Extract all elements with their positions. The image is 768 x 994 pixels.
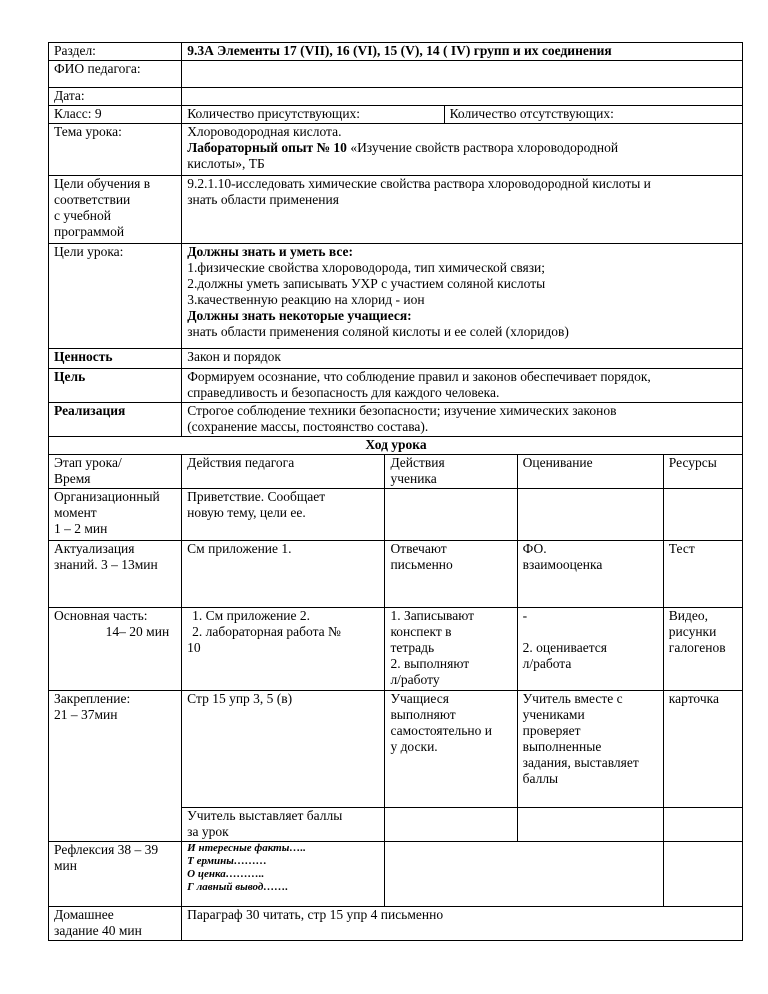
row-homework	[49, 907, 743, 941]
text-line: знаний. 3 – 13мин	[54, 557, 158, 572]
text-line: Рефлексия 38 – 39	[54, 842, 159, 857]
text-line: взаимооценка	[522, 557, 603, 572]
row-topic	[49, 124, 743, 176]
value-value-cell: Закон и порядок	[182, 349, 743, 369]
row-section	[49, 43, 743, 61]
text-line: Действия	[390, 455, 445, 470]
text-line: 2. выполняют	[390, 656, 470, 671]
text-line: 10	[187, 640, 201, 655]
lesson-flow-table	[48, 436, 743, 941]
teacher-name-label-cell: ФИО педагога:	[49, 61, 182, 88]
row-date	[49, 88, 743, 106]
text-line: Актуализация	[54, 541, 135, 556]
realization-value-cell	[182, 403, 743, 437]
text-line: знать области применения	[187, 192, 339, 207]
text-line: 1 – 2 мин	[54, 521, 108, 536]
realization-label-cell: Реализация	[49, 403, 182, 437]
text-line: Цели обучения в	[54, 176, 151, 191]
text-line: 1. Записывают	[390, 608, 475, 623]
text-line: Видео,	[668, 608, 709, 623]
text-line: ученика	[390, 471, 437, 486]
row-consolidation	[49, 691, 743, 808]
curriculum-goals-value-cell	[182, 176, 743, 244]
text-line: баллы	[522, 771, 559, 786]
text-line: Приветствие. Сообщает	[187, 489, 326, 504]
topic-line: Хлороводородная кислота.	[187, 124, 342, 139]
text-line: И нтересные факты…..	[187, 842, 306, 854]
consolidation-student-cell	[385, 691, 517, 808]
scoring-student-cell	[385, 808, 517, 842]
reflection-merged-cell	[385, 842, 663, 907]
goals-heading-all: Должны знать и уметь все:	[187, 244, 354, 259]
text-line: Этап урока/	[54, 455, 122, 470]
header-stage-cell	[49, 455, 182, 489]
goal-item: 2.должны уметь записывать УХР с участием соляной кислоты	[187, 276, 546, 291]
text-line: 1. См приложение 2.	[192, 608, 311, 623]
text-line: момент	[54, 505, 97, 520]
text-line: проверяет	[522, 723, 581, 738]
topic-value-cell	[182, 124, 743, 176]
text-line: (сохранение массы, постоянство состава).	[187, 419, 429, 434]
scoring-assessment-cell	[517, 808, 663, 842]
curriculum-goals-label-cell	[49, 176, 182, 244]
date-value-cell	[182, 88, 743, 106]
text-line: Время	[54, 471, 91, 486]
text-line: О ценка………..	[187, 868, 265, 880]
org-assessment-cell	[517, 489, 663, 541]
lesson-goals-label-cell: Цели урока:	[49, 244, 182, 349]
reflection-resources-cell	[663, 842, 742, 907]
aim-value-cell	[182, 369, 743, 403]
row-curriculum-goals	[49, 176, 743, 244]
consolidation-resources-cell: карточка	[663, 691, 742, 808]
consolidation-assessment-cell	[517, 691, 663, 808]
text-line: ФО.	[522, 541, 547, 556]
main-resources-cell	[663, 608, 742, 691]
reflection-teacher-cell	[182, 842, 385, 907]
text-line: письменно	[390, 557, 453, 572]
section-label-cell: Раздел:	[49, 43, 182, 61]
header-resources-cell: Ресурсы	[663, 455, 742, 489]
homework-value-cell: Параграф 30 читать, стр 15 упр 4 письменно	[182, 907, 743, 941]
text-line: Учитель выставляет баллы	[187, 808, 343, 823]
text-line: тетрадь	[390, 640, 435, 655]
value-label-cell: Ценность	[49, 349, 182, 369]
section-value-cell: 9.3А Элементы 17 (VII), 16 (VI), 15 (V), 14 ( IV) групп и их соединения	[182, 43, 743, 61]
text-line: 2. лабораторная работа №	[192, 624, 341, 639]
text-line: конспект в	[390, 624, 452, 639]
date-label-cell: Дата:	[49, 88, 182, 106]
recall-resources-cell: Тест	[663, 541, 742, 608]
header-student-cell	[385, 455, 517, 489]
goal-item: 3.качественную реакцию на хлорид - ион	[187, 292, 425, 307]
text-line: -	[522, 608, 528, 623]
goal-item: знать области применения соляной кислоты и ее солей (хлоридов)	[187, 324, 569, 339]
text-line: справедливость и безопасность для каждого человека.	[187, 385, 500, 400]
reflection-stage-cell	[49, 842, 182, 907]
row-realization	[49, 403, 743, 437]
text-line: Учащиеся	[390, 691, 449, 706]
text-line: Г лавный вывод…….	[187, 881, 289, 893]
text-line: Закрепление:	[54, 691, 131, 706]
lab-experiment-rest: «Изучение свойств раствора хлороводородной	[346, 140, 619, 155]
row-class	[49, 106, 743, 124]
main-assessment-cell	[517, 608, 663, 691]
row-org-moment	[49, 489, 743, 541]
text-line: мин	[54, 858, 77, 873]
text-line: Организационный	[54, 489, 160, 504]
text-line: 21 – 37мин	[54, 707, 118, 722]
text-line: 14– 20 мин	[105, 624, 170, 639]
row-value	[49, 349, 743, 369]
text-line: самостоятельно и	[390, 723, 492, 738]
goals-heading-some: Должны знать некоторые учащиеся:	[187, 308, 412, 323]
text-line: Учитель вместе с	[522, 691, 623, 706]
present-count-cell: Количество присутствующих:	[182, 106, 444, 124]
row-lesson-goals	[49, 244, 743, 349]
text-line: учениками	[522, 707, 585, 722]
recall-student-cell	[385, 541, 517, 608]
scoring-teacher-cell	[182, 808, 385, 842]
org-student-cell	[385, 489, 517, 541]
row-reflection	[49, 842, 743, 907]
text-line: задания, выставляет	[522, 755, 639, 770]
header-teacher-cell: Действия педагога	[182, 455, 385, 489]
text-line: выполняют	[390, 707, 456, 722]
aim-label-cell: Цель	[49, 369, 182, 403]
text-line: Отвечают	[390, 541, 447, 556]
text-line: за урок	[187, 824, 229, 839]
recall-teacher-cell: См приложение 1.	[182, 541, 385, 608]
flow-title-cell: Ход урока	[49, 437, 743, 455]
absent-count-cell: Количество отсутствующих:	[444, 106, 742, 124]
org-teacher-cell	[182, 489, 385, 541]
teacher-name-value-cell	[182, 61, 743, 88]
consolidation-stage-cell	[49, 691, 182, 842]
text-line: л/работа	[522, 656, 572, 671]
main-teacher-cell	[182, 608, 385, 691]
text-line: л/работу	[390, 672, 440, 687]
scoring-resources-cell	[663, 808, 742, 842]
row-teacher-name	[49, 61, 743, 88]
text-line: программой	[54, 224, 125, 239]
class-label-cell: Класс: 9	[49, 106, 182, 124]
row-main-part	[49, 608, 743, 691]
topic-label-cell: Тема урока:	[49, 124, 182, 176]
topic-line	[187, 140, 738, 156]
text-line: задание 40 мин	[54, 923, 142, 938]
row-recall	[49, 541, 743, 608]
main-student-cell	[385, 608, 517, 691]
text-line: Т ермины………	[187, 855, 267, 867]
text-line: соответствии	[54, 192, 131, 207]
recall-stage-cell	[49, 541, 182, 608]
text-line: галогенов	[668, 640, 726, 655]
recall-assessment-cell	[517, 541, 663, 608]
lesson-goals-value-cell	[182, 244, 743, 349]
text-line: рисунки	[668, 624, 717, 639]
text-line: с учебной	[54, 208, 111, 223]
text-line: у доски.	[390, 739, 438, 754]
main-stage-cell	[49, 608, 182, 691]
row-aim	[49, 369, 743, 403]
text-line: Формируем осознание, что соблюдение правил и законов обеспечивает порядок,	[187, 369, 651, 384]
text-line: Строгое соблюдение техники безопасности; изучение химических законов	[187, 403, 617, 418]
text-line: 2. оценивается	[522, 640, 607, 655]
row-flow-headers	[49, 455, 743, 489]
lab-experiment-title: Лабораторный опыт № 10	[187, 140, 347, 155]
consolidation-teacher-cell: Стр 15 упр 3, 5 (в)	[182, 691, 385, 808]
row-flow-title	[49, 437, 743, 455]
topic-line: кислоты», ТБ	[187, 156, 265, 171]
goal-item: 1.физические свойства хлороводорода, тип химической связи;	[187, 260, 546, 275]
text-line: Основная часть:	[54, 608, 148, 623]
text-line: Домашнее	[54, 907, 114, 922]
text-line: 9.2.1.10-исследовать химические свойства раствора хлороводородной кислоты и	[187, 176, 651, 191]
text-line: новую тему, цели ее.	[187, 505, 306, 520]
header-assessment-cell: Оценивание	[517, 455, 663, 489]
text-line: выполненные	[522, 739, 602, 754]
org-resources-cell	[663, 489, 742, 541]
homework-stage-cell	[49, 907, 182, 941]
lesson-info-table	[48, 42, 743, 437]
org-stage-cell	[49, 489, 182, 541]
